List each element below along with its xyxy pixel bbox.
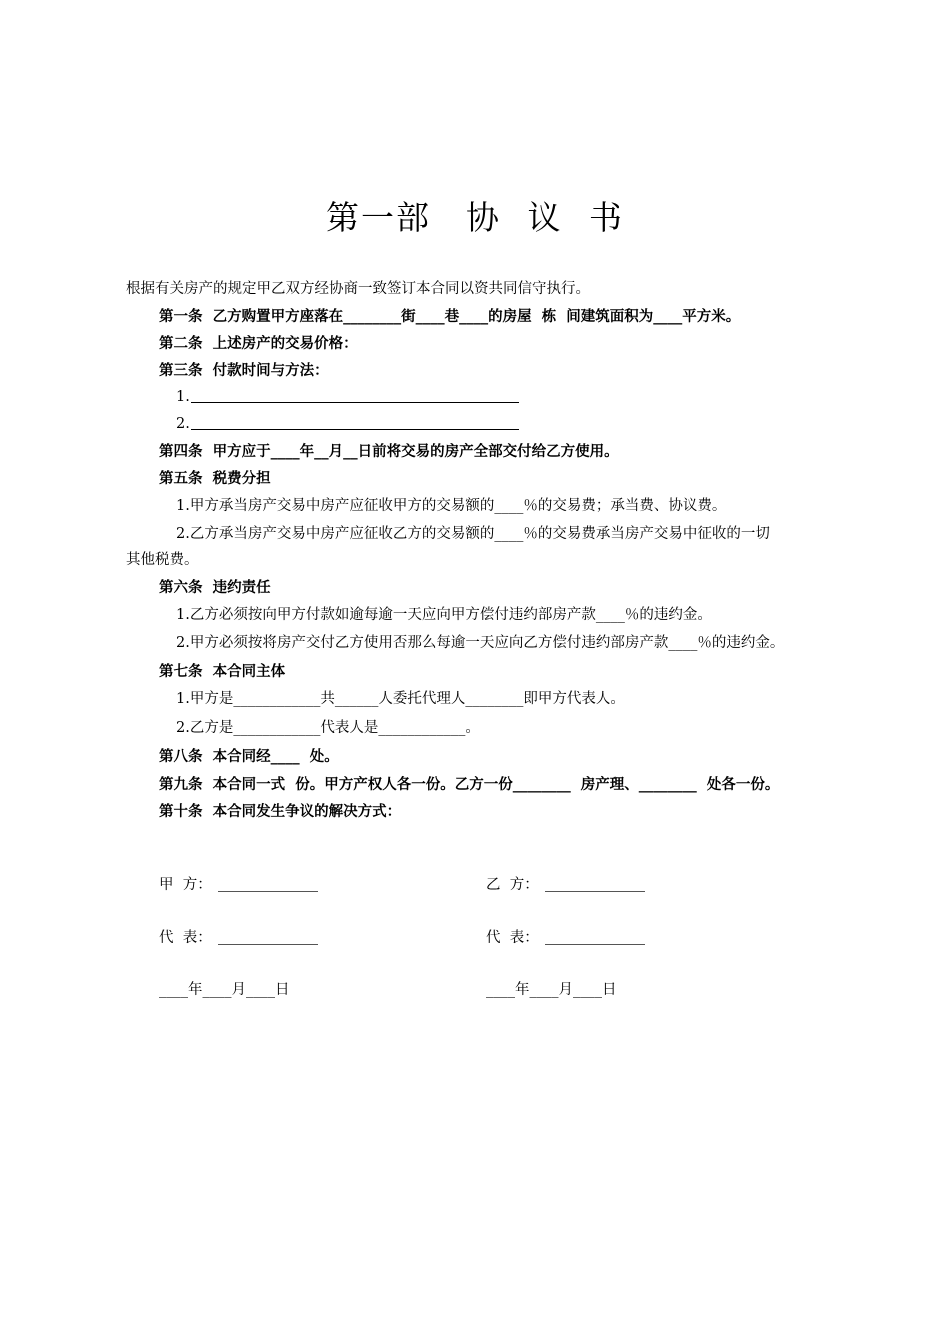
article-5-item-2-cont: 其他税费。 [126,552,199,568]
party-b-signature-line [545,891,645,892]
blank-line-2 [191,429,519,430]
date-b: ____年____月____日 [486,982,617,998]
article-7: 第七条 本合同主体 [159,664,286,680]
article-5-item-2: 2.乙方承当房产交易中房产应征收乙方的交易额的____％的交易费承当房产交易中征收的一切 [176,526,770,542]
rep-a-label: 代 表： [159,930,212,946]
article-10: 第十条 本合同发生争议的解决方式： [159,804,402,820]
blank-line-1 [191,402,519,403]
article-1: 第一条 乙方购置甲方座落在________街____巷____的房屋 栋 间建筑面积为____平方米。 [159,309,741,325]
rep-b-signature-line [545,944,645,945]
party-a-label: 甲 方： [159,877,212,893]
article-7-item-1: 1.甲方是____________共______人委托代理人________即甲方代表人。 [176,691,625,707]
article-5-item-1: 1.甲方承当房产交易中房产应征收甲方的交易额的____％的交易费；承当费、协议费。 [176,498,727,514]
article-6-item-1: 1.乙方必须按向甲方付款如逾每逾一天应向甲方偿付违约部房产款____％的违约金。 [176,607,712,623]
rep-b-label: 代 表： [486,930,539,946]
party-b-label: 乙 方： [486,877,539,893]
article-6-item-2: 2.甲方必须按将房产交付乙方使用否那么每逾一天应向乙方偿付违约部房产款____％的违约金。 [176,635,785,651]
party-a-signature-line [218,891,318,892]
article-9: 第九条 本合同一式 份。甲方产权人各一份。乙方一份________ 房产理、________ 处各一份。 [159,777,780,793]
article-3-item-1: 1. [176,389,190,405]
rep-a-signature-line [218,944,318,945]
article-6: 第六条 违约责任 [159,580,271,596]
article-3: 第三条 付款时间与方法： [159,363,329,379]
date-a: ____年____月____日 [159,982,290,998]
article-7-item-2: 2.乙方是____________代表人是____________。 [176,720,480,736]
article-8: 第八条 本合同经____ 处。 [159,749,339,765]
document-title: 第一部 协 议 书 [326,198,624,237]
article-4: 第四条 甲方应于____年__月__日前将交易的房产全部交付给乙方使用。 [159,444,619,460]
intro-paragraph: 根据有关房产的规定甲乙双方经协商一致签订本合同以资共同信守执行。 [126,281,590,297]
article-2: 第二条 上述房产的交易价格： [159,336,358,352]
article-3-item-2: 2. [176,416,190,432]
article-5: 第五条 税费分担 [159,471,271,487]
